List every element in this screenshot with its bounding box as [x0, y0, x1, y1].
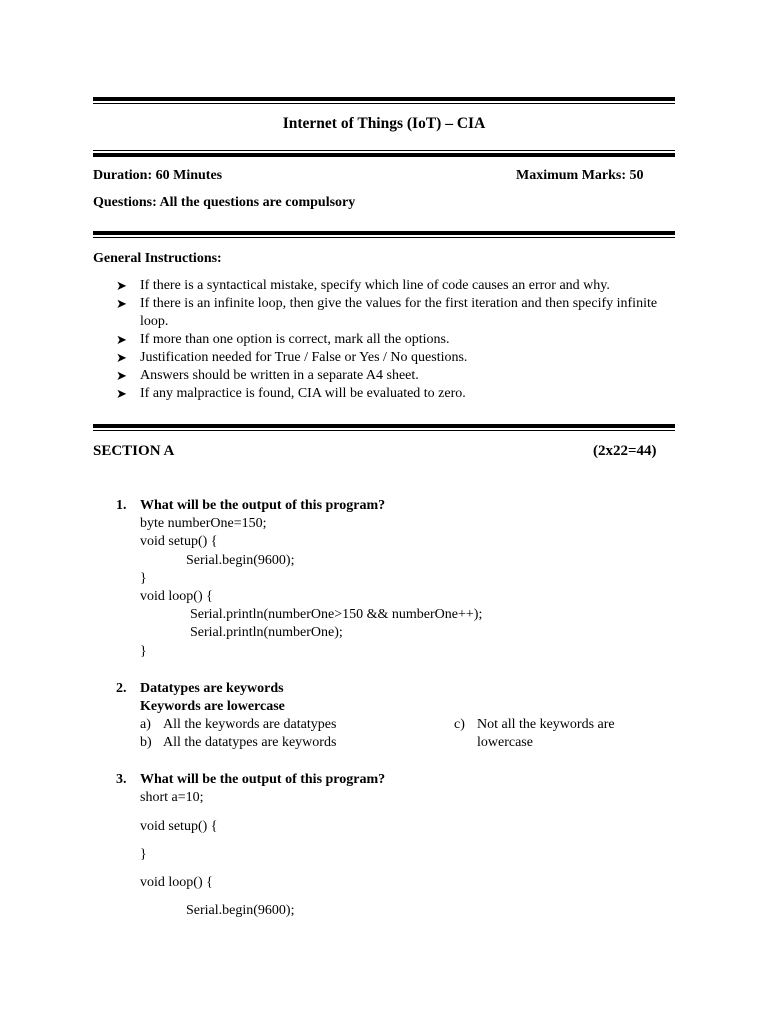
- top-rule: [93, 97, 675, 104]
- code-line: Serial.println(numberOne);: [190, 625, 343, 640]
- page-title: Internet of Things (IoT) – CIA: [282, 115, 486, 132]
- code-line: void loop() {: [140, 589, 213, 604]
- question-number: 2.: [116, 681, 127, 696]
- code-line: }: [140, 644, 147, 659]
- option-text: All the keywords are datatypes: [163, 717, 337, 732]
- arrowhead-bullet-icon: ➤: [116, 332, 127, 347]
- option-text: Not all the keywords are: [477, 717, 615, 732]
- instructions-heading: General Instructions:: [93, 251, 222, 266]
- title-rule: [93, 150, 675, 157]
- question-text: Keywords are lowercase: [140, 699, 285, 714]
- instruction-item: ➤ If there is a syntactical mistake, specify which line of code causes an error and why.: [116, 278, 610, 293]
- section-marks: (2x22=44): [593, 443, 657, 459]
- code-line: Serial.println(numberOne>150 && numberOne++);: [190, 607, 483, 622]
- instructions-rule: [93, 231, 675, 238]
- arrowhead-bullet-icon: ➤: [116, 278, 127, 293]
- option-label: c): [454, 717, 465, 732]
- section-rule: [93, 424, 675, 431]
- code-line: Serial.begin(9600);: [186, 903, 295, 918]
- question-number: 1.: [116, 498, 127, 513]
- option-text: All the datatypes are keywords: [163, 735, 337, 750]
- option-label: a): [140, 717, 151, 732]
- code-line: }: [140, 847, 147, 862]
- code-line: Serial.begin(9600);: [186, 553, 295, 568]
- questions-note: Questions: All the questions are compulsory: [93, 195, 356, 210]
- instruction-item: ➤ Answers should be written in a separate A4 sheet.: [116, 368, 419, 383]
- question-text: What will be the output of this program?: [140, 498, 386, 513]
- question-number: 3.: [116, 772, 127, 787]
- arrowhead-bullet-icon: ➤: [116, 368, 127, 383]
- code-line: void loop() {: [140, 875, 213, 890]
- max-marks-label: Maximum Marks: 50: [516, 168, 644, 183]
- code-line: }: [140, 571, 147, 586]
- code-line: byte numberOne=150;: [140, 516, 267, 531]
- instruction-item: ➤ If any malpractice is found, CIA will be evaluated to zero.: [116, 386, 466, 401]
- arrowhead-bullet-icon: ➤: [116, 386, 127, 401]
- duration-label: Duration: 60 Minutes: [93, 168, 223, 183]
- arrowhead-bullet-icon: ➤: [116, 296, 127, 311]
- question-text: What will be the output of this program?: [140, 772, 386, 787]
- instruction-item: ➤ Justification needed for True / False or Yes / No questions.: [116, 350, 468, 365]
- instruction-item: ➤ If more than one option is correct, mark all the options.: [116, 332, 450, 347]
- question-text: Datatypes are keywords: [140, 681, 284, 696]
- arrowhead-bullet-icon: ➤: [116, 350, 127, 365]
- instruction-item: ➤ If there is an infinite loop, then give the values for the first iteration and then specify infinite loop.: [116, 296, 658, 329]
- code-line: void setup() {: [140, 819, 218, 834]
- option-label: b): [140, 735, 152, 750]
- section-title: SECTION A: [93, 443, 175, 459]
- option-text: lowercase: [477, 735, 533, 750]
- code-line: void setup() {: [140, 534, 218, 549]
- code-line: short a=10;: [140, 790, 204, 805]
- instructions-list: [116, 277, 676, 403]
